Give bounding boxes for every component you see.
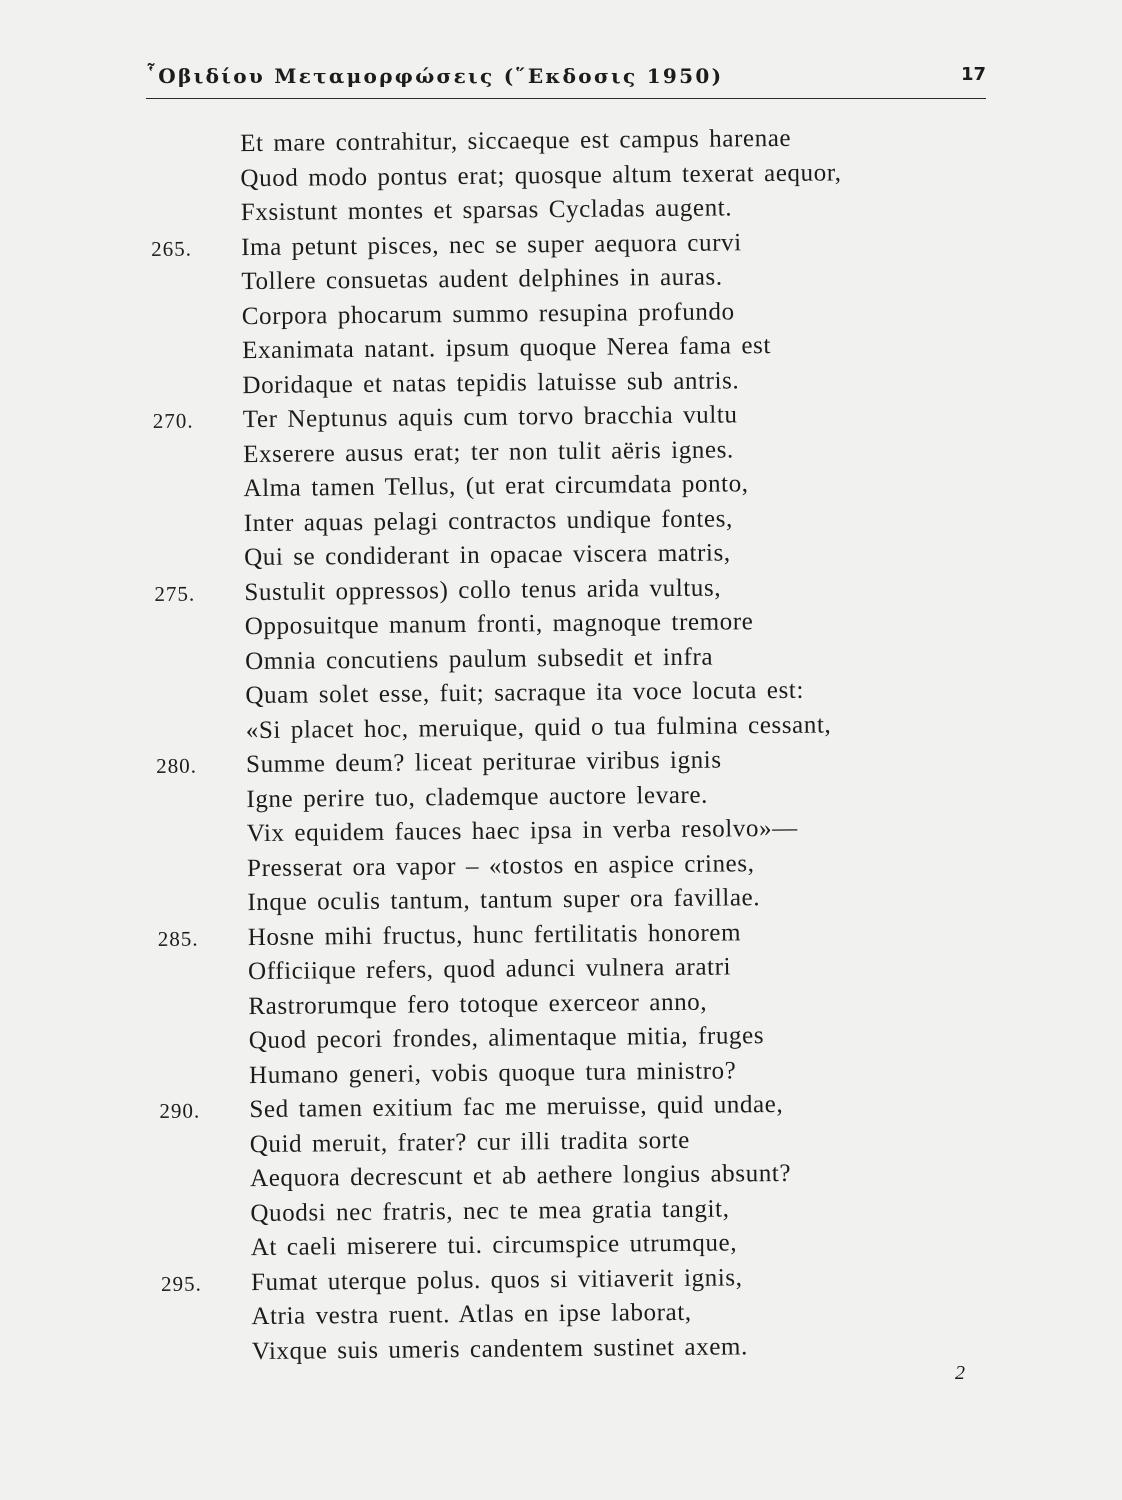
verse-number: [151, 265, 237, 266]
verse-number: [156, 783, 242, 784]
verse-text: Officiique refers, quod adunci vulnera aratri: [247, 953, 732, 986]
verse-number: [161, 1231, 247, 1232]
verse-number: [155, 610, 241, 611]
verse-number: [158, 990, 244, 991]
verse-number: [152, 300, 238, 301]
verse-number: 270.: [152, 408, 194, 433]
verse-number: 265.: [151, 236, 193, 261]
verse-text: Opposuitque manum fronti, magnoque tremore: [244, 608, 754, 641]
verse-text: Ter Neptunus aquis cum torvo bracchia vultu: [242, 401, 738, 434]
page-number: 17: [960, 64, 986, 85]
verse-number: [162, 1335, 248, 1336]
verse-number: [159, 1024, 245, 1025]
verse-text: Sustulit oppressos) collo tenus arida vultus,: [244, 574, 722, 606]
verse-text: Quodsi nec fratris, nec te mea gratia tangit,: [250, 1194, 730, 1227]
verse-number: 280.: [156, 753, 197, 778]
verse-text: Quid meruit, frater? cur illi tradita sorte: [249, 1126, 691, 1158]
verse-number: [156, 714, 242, 715]
verse-text: «Si placet hoc, meruique, quid o tua fulmina cessant,: [245, 710, 832, 744]
verse-number: 295.: [160, 1271, 202, 1296]
verse-number: [159, 1059, 245, 1060]
verse-number: [150, 127, 236, 128]
verse-text: Et mare contrahitur, siccaeque est campus harenae: [240, 124, 792, 158]
verse-line: [162, 1327, 992, 1369]
verse-number: [157, 817, 243, 818]
verse-text: Aequora decrescunt et ab aethere longius absunt?: [249, 1159, 792, 1193]
verse-number: [152, 334, 238, 335]
verse-number: [160, 1162, 246, 1163]
verse-text: Inter aquas pelagi contractos undique fontes,: [243, 504, 733, 537]
verse-text: Exserere ausus erat; ter non tulit aëris ignes.: [243, 435, 734, 468]
verse-number: [154, 507, 240, 508]
verse-text: Atria vestra ruent. Atlas en ipse laborat,: [251, 1298, 692, 1331]
verse-text: Rastrorumque fero totoque exerceor anno,: [248, 988, 708, 1020]
verse-number: [160, 1197, 246, 1198]
verse-text: Igne perire tuo, clademque auctore levare.: [246, 781, 709, 813]
verse-text: Quod modo pontus erat; quosque altum texerat aequor,: [240, 158, 842, 192]
verse-text: At caeli miserere tui. circumspice utrumque,: [250, 1229, 738, 1262]
verse-text: Sed tamen exitium fac me meruisse, quid undae,: [249, 1090, 784, 1124]
verse-number: [152, 369, 238, 370]
verse-text: Omnia concutiens paulum subsedit et infra: [244, 643, 714, 675]
verse-number: [158, 955, 244, 956]
verse-text: Corpora phocarum summo resupina profundo: [241, 297, 735, 330]
verse-number: [155, 645, 241, 646]
verse-text: Inque oculis tantum, tantum super ora favillae.: [247, 884, 761, 917]
verse-number: [153, 438, 239, 439]
signature-mark: 2: [955, 1362, 965, 1384]
verse-number: 275.: [154, 581, 196, 606]
verse-text: Exanimata natant. ipsum quoque Nerea fama est: [242, 332, 772, 365]
header-title: ῟Οβιδίου Μεταμορφώσεις (῞Εκδοσις 1950): [146, 64, 724, 88]
verse-number: [161, 1300, 247, 1301]
verse-block: [150, 120, 992, 1370]
verse-text: Fxsistunt montes et sparsas Cycladas augent.: [240, 194, 733, 227]
verse-text: Summe deum? liceat periturae viribus ignis: [245, 746, 722, 779]
verse-text: Ima petunt pisces, nec se super aequora curvi: [241, 228, 742, 261]
verse-number: [157, 852, 243, 853]
verse-text: Alma tamen Tellus, (ut erat circumdata ponto,: [243, 470, 749, 503]
verse-number: [160, 1128, 246, 1129]
verse-text: Vixque suis umeris candentem sustinet axem.: [251, 1332, 749, 1365]
verse-number: [150, 162, 236, 163]
verse-text: Presserat ora vapor – «tostos en aspice crines,: [246, 849, 755, 882]
verse-number: [154, 541, 240, 542]
verse-number: 285.: [157, 926, 199, 951]
verse-text: Tollere consuetas audent delphines in auras.: [241, 263, 723, 296]
verse-text: Quam solet esse, fuit; sacraque ita voce locuta est:: [245, 676, 805, 710]
running-header: [146, 62, 986, 99]
verse-text: Qui se condiderant in opacae viscera matris,: [243, 539, 731, 572]
verse-number: [151, 196, 237, 197]
verse-number: [157, 886, 243, 887]
verse-text: Fumat uterque polus. quos si vitiaverit ignis,: [250, 1263, 743, 1296]
verse-text: Vix equidem fauces haec ipsa in verba resolvo»—: [246, 814, 798, 848]
verse-number: [155, 679, 241, 680]
verse-text: Doridaque et natas tepidis latuisse sub antris.: [242, 366, 740, 399]
verse-text: Quod pecori frondes, alimentaque mitia, fruges: [248, 1022, 765, 1055]
verse-number: 290.: [159, 1098, 201, 1123]
verse-text: Hosne mihi fructus, hunc fertilitatis honorem: [247, 918, 742, 951]
verse-number: [153, 472, 239, 473]
verse-text: Humano generi, vobis quoque tura ministro?: [248, 1056, 737, 1089]
